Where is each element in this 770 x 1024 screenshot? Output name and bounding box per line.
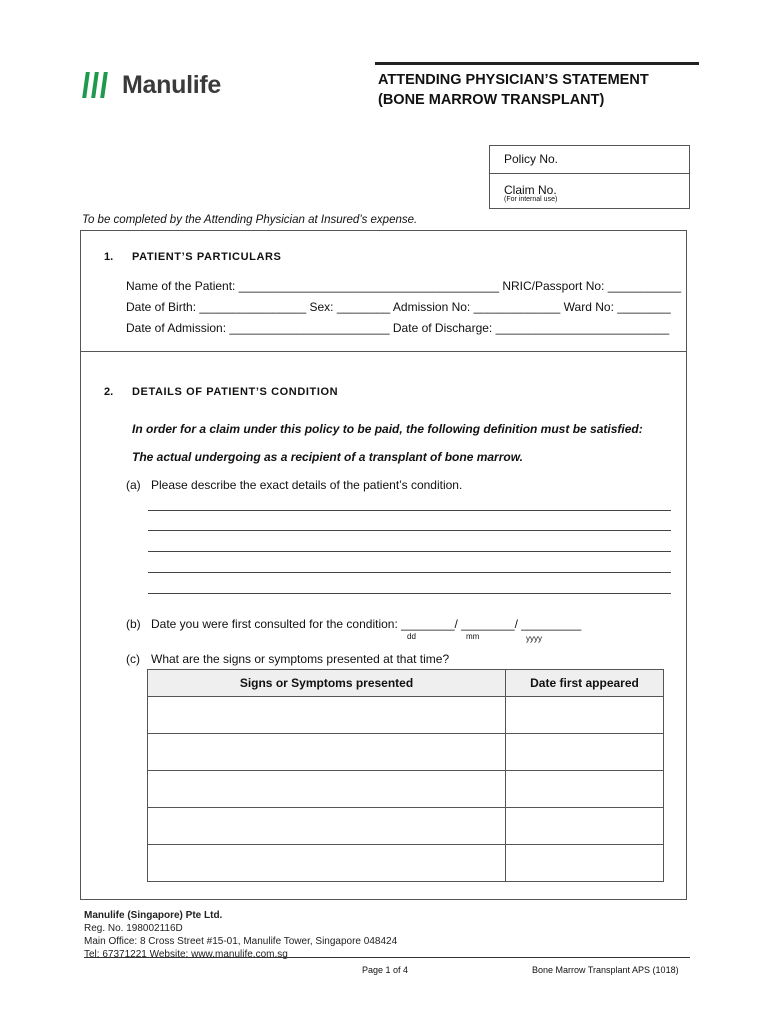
form-code: Bone Marrow Transplant APS (1018) bbox=[532, 965, 679, 975]
title-line-2: (BONE MARROW TRANSPLANT) bbox=[378, 92, 605, 108]
section-2-heading: DETAILS OF PATIENT’S CONDITION bbox=[132, 386, 339, 398]
claim-condition-intro: In order for a claim under this policy to be paid, the following definition must be satisfied: bbox=[132, 422, 643, 436]
company-info bbox=[84, 909, 397, 961]
date-mm-label: mm bbox=[466, 632, 480, 641]
claim-no-field[interactable]: Claim No. bbox=[504, 183, 557, 197]
symptom-cell[interactable] bbox=[148, 734, 506, 771]
symptom-cell[interactable] bbox=[148, 845, 506, 882]
symptoms-column-header: Signs or Symptoms presented bbox=[148, 670, 506, 697]
condition-write-line[interactable] bbox=[148, 530, 671, 531]
footer-rule bbox=[84, 957, 690, 958]
table-row bbox=[148, 808, 664, 845]
symptoms-table bbox=[147, 669, 664, 882]
date-cell[interactable] bbox=[506, 771, 664, 808]
section-1-number: 1. bbox=[104, 251, 114, 263]
company-name: Manulife (Singapore) Pte Ltd. bbox=[84, 910, 223, 921]
policy-claim-box bbox=[489, 145, 690, 209]
manulife-logo bbox=[84, 70, 221, 100]
section-1-heading: PATIENT’S PARTICULARS bbox=[132, 251, 282, 263]
first-consult-date-line[interactable]: Date you were first consulted for the condition: ________/ ________/ _________ bbox=[151, 617, 582, 631]
internal-use-note: (For internal use) bbox=[504, 196, 558, 203]
table-row bbox=[148, 734, 664, 771]
date-cell[interactable] bbox=[506, 808, 664, 845]
title-line-1: ATTENDING PHYSICIAN’S STATEMENT bbox=[378, 72, 649, 88]
condition-write-line[interactable] bbox=[148, 572, 671, 573]
company-contact: Tel: 67371221 Website: www.manulife.com.sg bbox=[84, 949, 288, 960]
manulife-logo-icon bbox=[84, 72, 106, 98]
policy-no-field[interactable]: Policy No. bbox=[504, 152, 559, 166]
question-a-label: (a) bbox=[126, 478, 141, 492]
patient-name-nric-line[interactable]: Name of the Patient: _______________________________________ NRIC/Passport No: ___________ bbox=[126, 279, 682, 293]
company-address: Main Office: 8 Cross Street #15-01, Manulife Tower, Singapore 048424 bbox=[84, 936, 398, 947]
table-row bbox=[148, 697, 664, 734]
symptom-cell[interactable] bbox=[148, 808, 506, 845]
definition-text: The actual undergoing as a recipient of a transplant of bone marrow. bbox=[132, 450, 523, 464]
policy-box-divider bbox=[490, 173, 689, 174]
date-cell[interactable] bbox=[506, 697, 664, 734]
question-c-text: What are the signs or symptoms presented at that time? bbox=[151, 652, 450, 666]
section-2-number: 2. bbox=[104, 386, 114, 398]
condition-write-line[interactable] bbox=[148, 510, 671, 511]
company-reg-no: Reg. No. 198002116D bbox=[84, 923, 183, 934]
symptom-cell[interactable] bbox=[148, 697, 506, 734]
table-row bbox=[148, 845, 664, 882]
question-a-text: Please describe the exact details of the patient’s condition. bbox=[151, 478, 463, 492]
condition-write-line[interactable] bbox=[148, 551, 671, 552]
page-number: Page 1 of 4 bbox=[362, 965, 409, 975]
date-dd-label: dd bbox=[407, 632, 416, 641]
symptom-cell[interactable] bbox=[148, 771, 506, 808]
date-first-appeared-column-header: Date first appeared bbox=[506, 670, 664, 697]
condition-write-line[interactable] bbox=[148, 593, 671, 594]
question-c-label: (c) bbox=[126, 652, 140, 666]
section-divider bbox=[80, 351, 686, 352]
date-yyyy-label: yyyy bbox=[526, 634, 542, 643]
date-cell[interactable] bbox=[506, 734, 664, 771]
admission-discharge-date-line[interactable]: Date of Admission: ________________________ Date of Discharge: __________________________ bbox=[126, 321, 670, 335]
document-title bbox=[378, 70, 649, 110]
question-b-label: (b) bbox=[126, 617, 141, 631]
dob-sex-admission-ward-line[interactable]: Date of Birth: ________________ Sex: ________ Admission No: _____________ Ward No: ________ bbox=[126, 300, 671, 314]
table-row bbox=[148, 771, 664, 808]
title-rule bbox=[375, 62, 699, 65]
table-header-row bbox=[148, 670, 664, 697]
logo-text: Manulife bbox=[122, 70, 221, 99]
intro-instruction: To be completed by the Attending Physician at Insured’s expense. bbox=[82, 214, 418, 226]
date-cell[interactable] bbox=[506, 845, 664, 882]
